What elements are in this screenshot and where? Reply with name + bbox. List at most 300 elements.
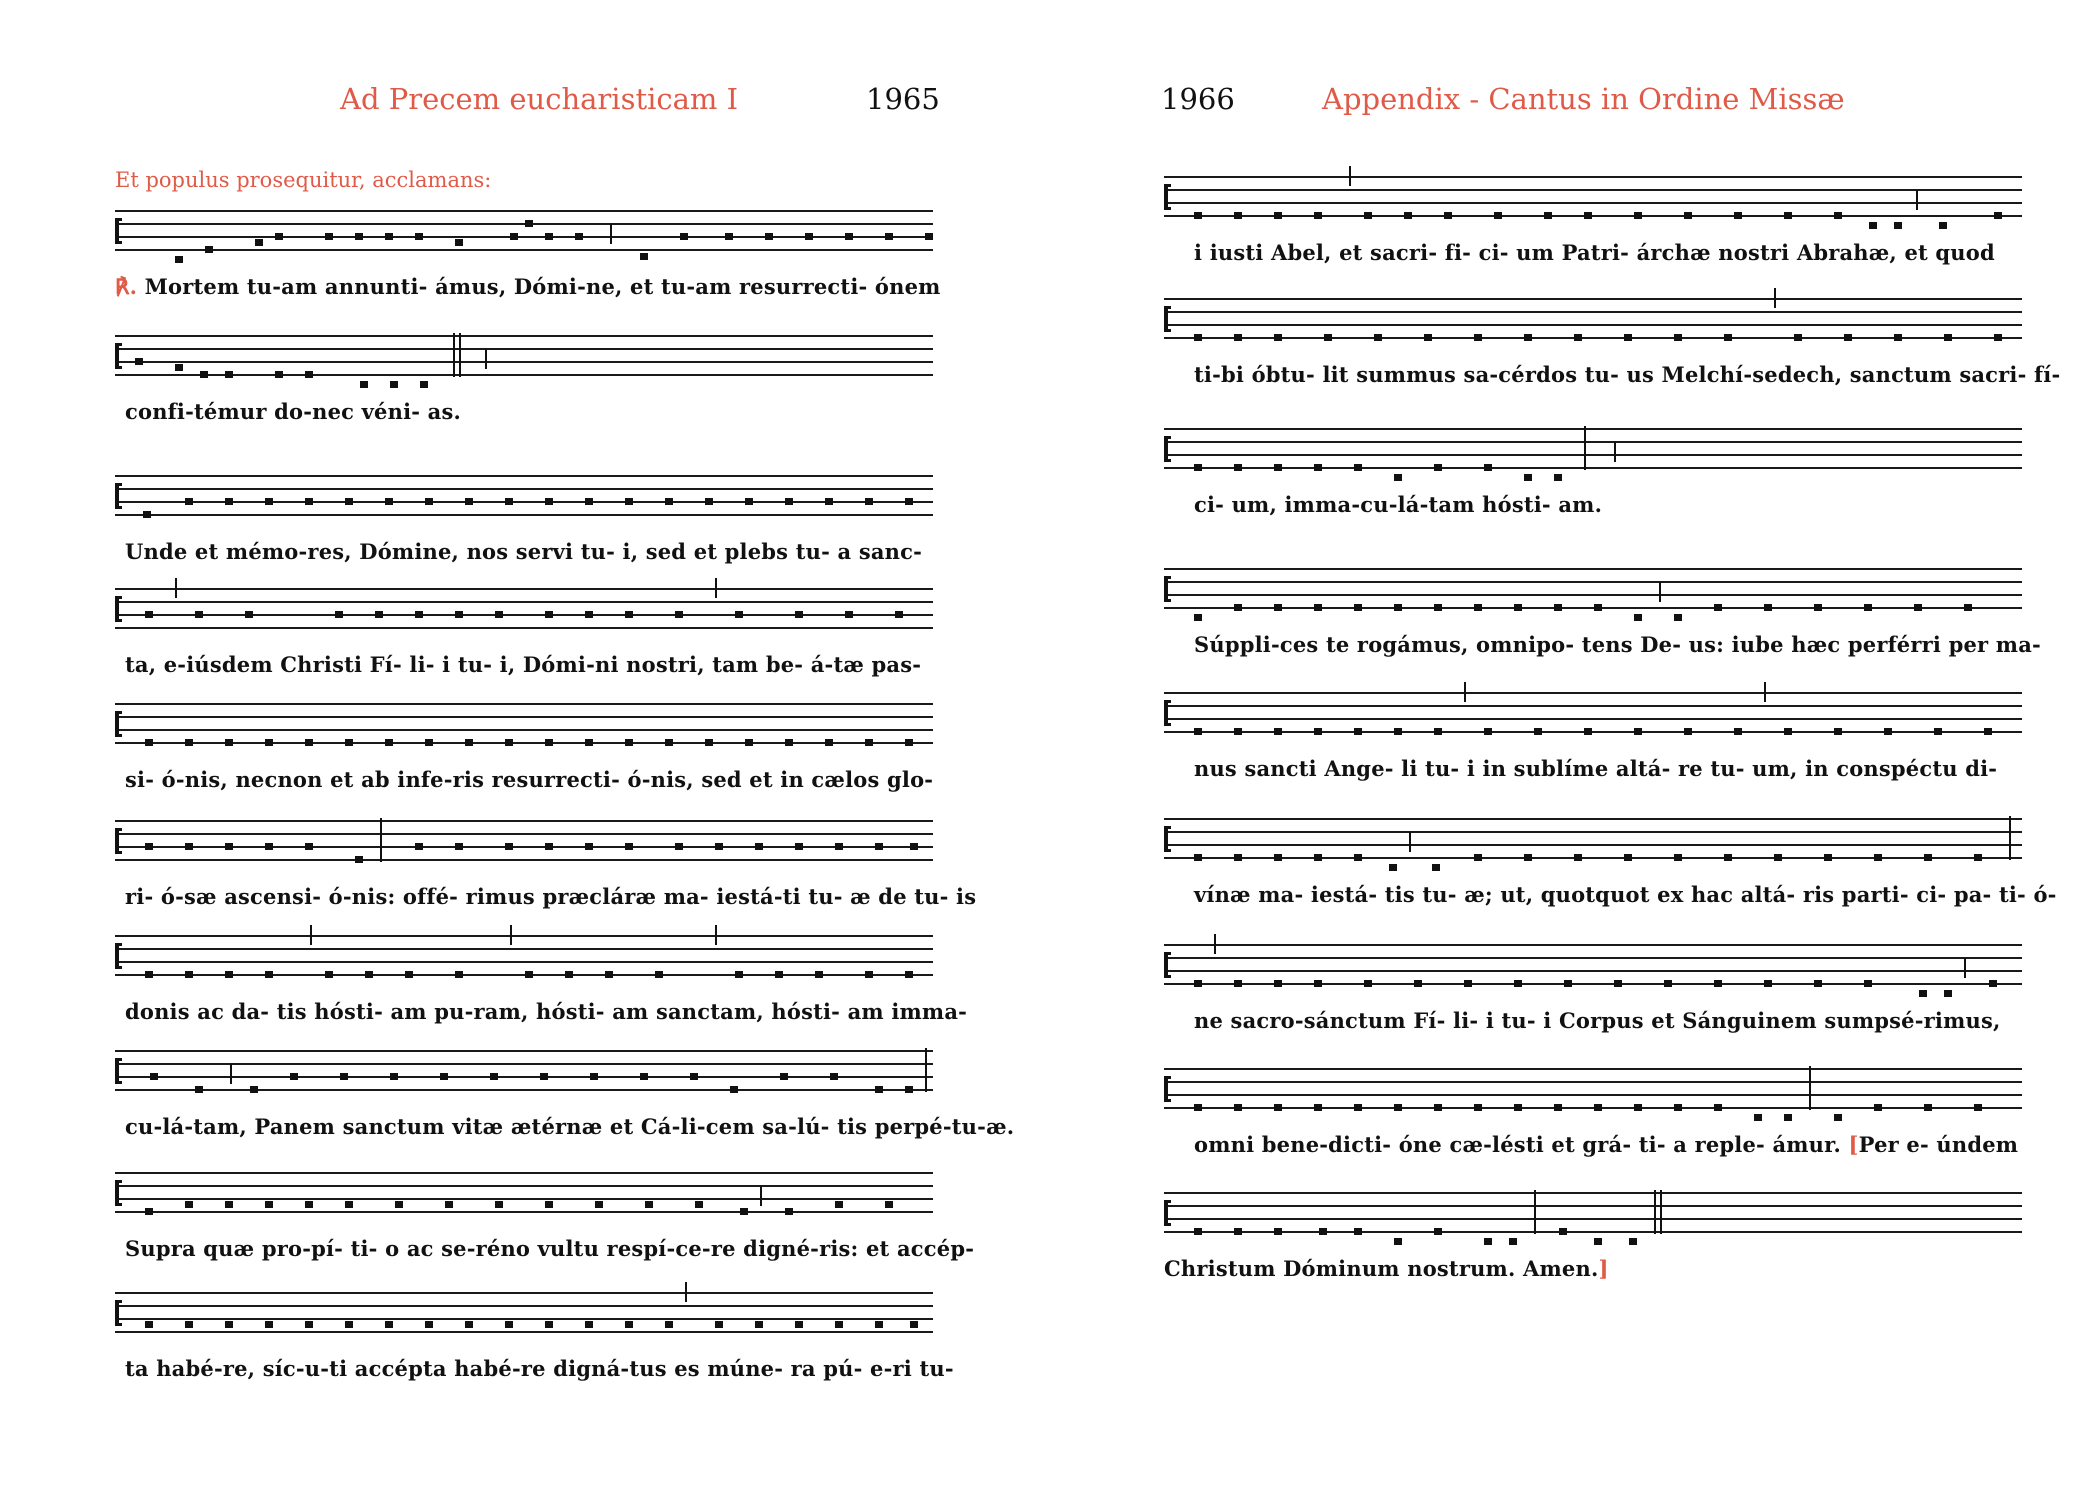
neume-note xyxy=(1509,1238,1517,1245)
bar-line xyxy=(1659,582,1661,602)
do-clef xyxy=(115,218,122,244)
neume-note xyxy=(495,611,503,618)
chant-lyric: Supra quæ pro-pí- ti- o ac se-réno vultu respí-ce-re digné-ris: et accép- xyxy=(125,1236,975,1261)
neume-note xyxy=(465,1321,473,1328)
neume-note xyxy=(1354,728,1362,735)
staff-line xyxy=(1164,1094,2022,1096)
neume-note xyxy=(1869,222,1877,229)
do-clef xyxy=(1164,576,1171,602)
neume-note xyxy=(225,1201,233,1208)
neume-note xyxy=(1844,334,1852,341)
neume-note xyxy=(545,498,553,505)
bar-line xyxy=(1774,288,1776,308)
neume-note xyxy=(325,233,333,240)
neume-note xyxy=(540,1073,548,1080)
staff-line xyxy=(115,223,933,225)
bar-line xyxy=(1464,682,1466,702)
chant-lyric: confi-témur do-nec véni- as. xyxy=(125,399,462,424)
neume-note xyxy=(305,371,313,378)
chant-lyric: Súppli-ces te rogámus, omnipo- tens De- us: iube hæc perférri per ma- xyxy=(1194,632,2041,657)
neume-note xyxy=(545,1321,553,1328)
staff-line xyxy=(1164,1192,2022,1194)
bar-line xyxy=(685,1282,687,1302)
neume-note xyxy=(835,1201,843,1208)
neume-note xyxy=(415,611,423,618)
neume-note xyxy=(575,233,583,240)
neume-note xyxy=(1234,464,1242,471)
chant-system xyxy=(115,820,977,930)
do-clef xyxy=(1164,436,1171,462)
neume-note xyxy=(1484,728,1492,735)
neume-note xyxy=(195,611,203,618)
staff-line xyxy=(1164,1081,2022,1083)
staff-line xyxy=(115,1063,933,1065)
bar-line xyxy=(1964,958,1966,978)
staff-line xyxy=(1164,311,2022,313)
staff-line xyxy=(1164,607,2022,609)
chant-lyric: vínæ ma- iestá- tis tu- æ; ut, quotquot ex hac altá- ris parti- ci- pa- ti- ó- xyxy=(1194,882,2057,907)
staff xyxy=(115,935,933,975)
staff xyxy=(115,1172,933,1212)
staff-line xyxy=(115,501,933,503)
neume-note xyxy=(545,1201,553,1208)
neume-note xyxy=(875,1086,883,1093)
neume-note xyxy=(375,611,383,618)
staff-line xyxy=(115,614,933,616)
neume-note xyxy=(305,1201,313,1208)
page-number-right: 1966 xyxy=(1161,82,1235,116)
neume-note xyxy=(1474,604,1482,611)
neume-note xyxy=(145,843,153,850)
neume-note xyxy=(465,739,473,746)
neume-note xyxy=(1464,980,1472,987)
staff-line xyxy=(115,1305,933,1307)
neume-note xyxy=(150,1073,158,1080)
neume-note xyxy=(1314,604,1322,611)
neume-note xyxy=(1324,334,1332,341)
do-clef xyxy=(115,828,122,854)
neume-note xyxy=(265,843,273,850)
neume-note xyxy=(785,1208,793,1215)
neume-note xyxy=(1784,212,1792,219)
bar-line xyxy=(2009,816,2011,860)
staff-line xyxy=(1164,441,2022,443)
neume-note xyxy=(440,1073,448,1080)
neume-note xyxy=(185,843,193,850)
neume-note xyxy=(145,739,153,746)
neume-note xyxy=(1354,464,1362,471)
bar-line xyxy=(715,578,717,598)
bar-line xyxy=(925,1048,927,1092)
neume-note xyxy=(1514,604,1522,611)
neume-note xyxy=(1274,212,1282,219)
staff xyxy=(115,475,933,515)
neume-note xyxy=(1404,212,1412,219)
neume-note xyxy=(795,843,803,850)
bar-line xyxy=(310,925,312,945)
bracketed-lyric: Per e- úndem xyxy=(1858,1132,2019,1157)
neume-note xyxy=(1364,212,1372,219)
neume-note xyxy=(655,971,663,978)
neume-note xyxy=(1594,1104,1602,1111)
neume-note xyxy=(775,971,783,978)
neume-note xyxy=(795,611,803,618)
neume-note xyxy=(505,1321,513,1328)
staff-line xyxy=(1164,298,2022,300)
page-number-left: 1965 xyxy=(866,82,940,116)
neume-note xyxy=(225,843,233,850)
neume-note xyxy=(1629,1238,1637,1245)
neume-note xyxy=(905,971,913,978)
chant-lyric: ci- um, imma-cu-lá-tam hósti- am. xyxy=(1194,492,1603,517)
neume-note xyxy=(1274,334,1282,341)
neume-note xyxy=(195,1086,203,1093)
neume-note xyxy=(1314,728,1322,735)
neume-note xyxy=(1434,1104,1442,1111)
neume-note xyxy=(690,1073,698,1080)
neume-note xyxy=(1919,990,1927,997)
neume-note xyxy=(825,739,833,746)
neume-note xyxy=(905,739,913,746)
neume-note xyxy=(365,971,373,978)
bar-line xyxy=(760,1186,762,1206)
staff-line xyxy=(1164,1218,2022,1220)
neume-note xyxy=(755,1321,763,1328)
neume-note xyxy=(455,843,463,850)
staff-line xyxy=(115,249,933,251)
neume-note xyxy=(640,253,648,260)
staff-line xyxy=(115,833,933,835)
staff-line xyxy=(1164,1205,2022,1207)
chant-system xyxy=(1164,568,2041,678)
neume-note xyxy=(385,1321,393,1328)
chant-lyric: ri- ó-sæ ascensi- ó-nis: offé- rimus præcláræ ma- iestá-ti tu- æ de tu- is xyxy=(125,884,977,909)
neume-note xyxy=(740,1208,748,1215)
neume-note xyxy=(565,971,573,978)
neume-note xyxy=(200,371,208,378)
neume-note xyxy=(1194,334,1202,341)
neume-note xyxy=(1974,1104,1982,1111)
neume-note xyxy=(1714,604,1722,611)
neume-note xyxy=(665,498,673,505)
neume-note xyxy=(625,498,633,505)
staff-line xyxy=(115,588,933,590)
neume-note xyxy=(905,498,913,505)
neume-note xyxy=(625,611,633,618)
neume-note xyxy=(415,233,423,240)
neume-note xyxy=(1874,854,1882,861)
neume-note xyxy=(225,971,233,978)
staff-line xyxy=(115,1292,933,1294)
staff-line xyxy=(1164,844,2022,846)
response-sign: ℟. xyxy=(115,274,138,299)
neume-note xyxy=(645,1201,653,1208)
neume-note xyxy=(265,739,273,746)
neume-note xyxy=(385,233,393,240)
staff-line xyxy=(1164,568,2022,570)
do-clef xyxy=(1164,306,1171,332)
do-clef xyxy=(115,1058,122,1084)
neume-note xyxy=(305,739,313,746)
neume-note xyxy=(845,233,853,240)
neume-note xyxy=(785,498,793,505)
neume-note xyxy=(895,611,903,618)
chant-lyric: ta, e-iúsdem Christi Fí- li- i tu- i, Dómi-ni nostri, tam be- á-tæ pas- xyxy=(125,652,922,677)
staff-line xyxy=(115,348,933,350)
bar-line xyxy=(715,925,717,945)
bar-line xyxy=(1764,682,1766,702)
neume-note xyxy=(145,611,153,618)
neume-note xyxy=(885,233,893,240)
bar-line xyxy=(1534,1190,1536,1234)
chant-system xyxy=(1164,1192,2022,1302)
neume-note xyxy=(1894,222,1902,229)
neume-note xyxy=(1764,980,1772,987)
neume-note xyxy=(1594,604,1602,611)
neume-note xyxy=(1434,604,1442,611)
staff-line xyxy=(1164,731,2022,733)
neume-note xyxy=(345,739,353,746)
neume-note xyxy=(1194,1228,1202,1235)
staff xyxy=(1164,298,2022,338)
neume-note xyxy=(1554,604,1562,611)
bar-line xyxy=(1660,1190,1662,1234)
neume-note xyxy=(355,233,363,240)
neume-note xyxy=(1494,212,1502,219)
neume-note xyxy=(675,611,683,618)
neume-note xyxy=(1434,464,1442,471)
neume-note xyxy=(1964,604,1972,611)
neume-note xyxy=(1724,854,1732,861)
staff xyxy=(1164,428,2022,468)
neume-note xyxy=(1559,1228,1567,1235)
staff-line xyxy=(1164,467,2022,469)
neume-note xyxy=(835,1321,843,1328)
staff-line xyxy=(115,1089,933,1091)
neume-note xyxy=(1194,728,1202,735)
neume-note xyxy=(1614,980,1622,987)
neume-note xyxy=(185,1321,193,1328)
neume-note xyxy=(1914,604,1922,611)
neume-note xyxy=(185,971,193,978)
neume-note xyxy=(145,1321,153,1328)
staff-line xyxy=(115,935,933,937)
neume-note xyxy=(1874,1104,1882,1111)
staff-line xyxy=(115,488,933,490)
neume-note xyxy=(345,1321,353,1328)
neume-note xyxy=(1664,980,1672,987)
neume-note xyxy=(255,239,263,246)
neume-note xyxy=(590,1073,598,1080)
neume-note xyxy=(1274,854,1282,861)
neume-note xyxy=(390,1073,398,1080)
neume-note xyxy=(1274,604,1282,611)
neume-note xyxy=(745,739,753,746)
neume-note xyxy=(1444,212,1452,219)
neume-note xyxy=(175,256,183,263)
neume-note xyxy=(780,1073,788,1080)
neume-note xyxy=(1554,474,1562,481)
staff-line xyxy=(115,820,933,822)
neume-note xyxy=(910,843,918,850)
neume-note xyxy=(1784,1114,1792,1121)
neume-note xyxy=(305,1321,313,1328)
staff-line xyxy=(115,601,933,603)
neume-note xyxy=(1194,1104,1202,1111)
neume-note xyxy=(730,1086,738,1093)
staff-line xyxy=(115,729,933,731)
chant-lyric: nus sancti Ange- li tu- i in sublíme altá- re tu- um, in conspéctu di- xyxy=(1194,756,1998,781)
neume-note xyxy=(265,1201,273,1208)
staff xyxy=(115,703,933,743)
neume-note xyxy=(250,1086,258,1093)
chant-system xyxy=(115,588,933,698)
staff-line xyxy=(1164,983,2022,985)
neume-note xyxy=(1194,464,1202,471)
bar-line xyxy=(1409,832,1411,852)
neume-note xyxy=(425,739,433,746)
neume-note xyxy=(225,498,233,505)
neume-note xyxy=(865,498,873,505)
bar-line xyxy=(230,1064,232,1084)
neume-note xyxy=(925,233,933,240)
neume-note xyxy=(205,246,213,253)
neume-note xyxy=(1394,474,1402,481)
staff xyxy=(115,1292,933,1332)
neume-note xyxy=(715,843,723,850)
staff-line xyxy=(1164,818,2022,820)
neume-note xyxy=(1584,212,1592,219)
neume-note xyxy=(1674,334,1682,341)
neume-note xyxy=(765,233,773,240)
neume-note xyxy=(1734,212,1742,219)
neume-note xyxy=(1394,1104,1402,1111)
neume-note xyxy=(1514,980,1522,987)
neume-note xyxy=(1414,980,1422,987)
bar-line xyxy=(1349,166,1351,186)
neume-note xyxy=(1924,1104,1932,1111)
neume-note xyxy=(1354,1228,1362,1235)
lyric-text: Mortem tu-am annunti- ámus, Dómi-ne, et tu-am resurrecti- ónem xyxy=(144,274,941,299)
neume-note xyxy=(1754,1114,1762,1121)
neume-note xyxy=(185,498,193,505)
neume-note xyxy=(1394,728,1402,735)
neume-note xyxy=(785,739,793,746)
neume-note xyxy=(1634,212,1642,219)
bar-line xyxy=(1809,1066,1811,1110)
neume-note xyxy=(605,971,613,978)
neume-note xyxy=(1554,1104,1562,1111)
neume-note xyxy=(345,498,353,505)
neume-note xyxy=(1314,212,1322,219)
neume-note xyxy=(415,843,423,850)
bar-line xyxy=(610,224,612,244)
neume-note xyxy=(1194,614,1202,621)
neume-note xyxy=(1724,334,1732,341)
neume-note xyxy=(1634,728,1642,735)
chant-system xyxy=(1164,944,2022,1054)
neume-note xyxy=(1524,474,1532,481)
staff-line xyxy=(115,627,933,629)
neume-note xyxy=(1194,980,1202,987)
neume-note xyxy=(1734,728,1742,735)
staff-line xyxy=(115,210,933,212)
neume-note xyxy=(1374,334,1382,341)
bar-line xyxy=(1654,1190,1656,1234)
neume-note xyxy=(1354,604,1362,611)
neume-note xyxy=(885,1201,893,1208)
bar-line xyxy=(1214,934,1216,954)
neume-note xyxy=(735,611,743,618)
chant-lyric: ti-bi óbtu- lit summus sa-cérdos tu- us Melchí-sedech, sanctum sacri- fí- xyxy=(1194,362,2061,387)
neume-note xyxy=(1574,334,1582,341)
neume-note xyxy=(1474,334,1482,341)
neume-note xyxy=(1684,728,1692,735)
neume-note xyxy=(510,233,518,240)
neume-note xyxy=(815,971,823,978)
neume-note xyxy=(1194,854,1202,861)
neume-note xyxy=(385,739,393,746)
neume-note xyxy=(1834,728,1842,735)
neume-note xyxy=(225,371,233,378)
neume-note xyxy=(665,739,673,746)
staff-line xyxy=(115,1331,933,1333)
neume-note xyxy=(1274,728,1282,735)
staff xyxy=(115,210,933,250)
bar-line xyxy=(1916,190,1918,210)
staff xyxy=(115,1050,933,1090)
neume-note xyxy=(625,1321,633,1328)
neume-note xyxy=(1484,1238,1492,1245)
staff-line xyxy=(1164,428,2022,430)
neume-note xyxy=(325,971,333,978)
staff-line xyxy=(115,948,933,950)
neume-note xyxy=(1944,990,1952,997)
bar-line xyxy=(175,578,177,598)
staff-line xyxy=(1164,1107,2022,1109)
neume-note xyxy=(1234,1104,1242,1111)
neume-note xyxy=(1864,604,1872,611)
staff-line xyxy=(1164,202,2022,204)
neume-note xyxy=(245,611,253,618)
neume-note xyxy=(825,498,833,505)
neume-note xyxy=(1714,1104,1722,1111)
neume-note xyxy=(185,739,193,746)
neume-note xyxy=(305,498,313,505)
neume-note xyxy=(1714,980,1722,987)
neume-note xyxy=(585,498,593,505)
neume-note xyxy=(585,1321,593,1328)
neume-note xyxy=(145,971,153,978)
do-clef xyxy=(115,1300,122,1326)
staff-line xyxy=(1164,831,2022,833)
staff-line xyxy=(115,1185,933,1187)
bar-line xyxy=(510,925,512,945)
neume-note xyxy=(585,611,593,618)
neume-note xyxy=(1274,980,1282,987)
staff-line xyxy=(115,374,933,376)
neume-note xyxy=(275,233,283,240)
neume-note xyxy=(1674,854,1682,861)
neume-note xyxy=(335,611,343,618)
neume-note xyxy=(625,739,633,746)
do-clef xyxy=(1164,700,1171,726)
staff-line xyxy=(115,846,933,848)
neume-note xyxy=(355,856,363,863)
neume-note xyxy=(225,1321,233,1328)
neume-note xyxy=(805,233,813,240)
neume-note xyxy=(143,511,151,518)
